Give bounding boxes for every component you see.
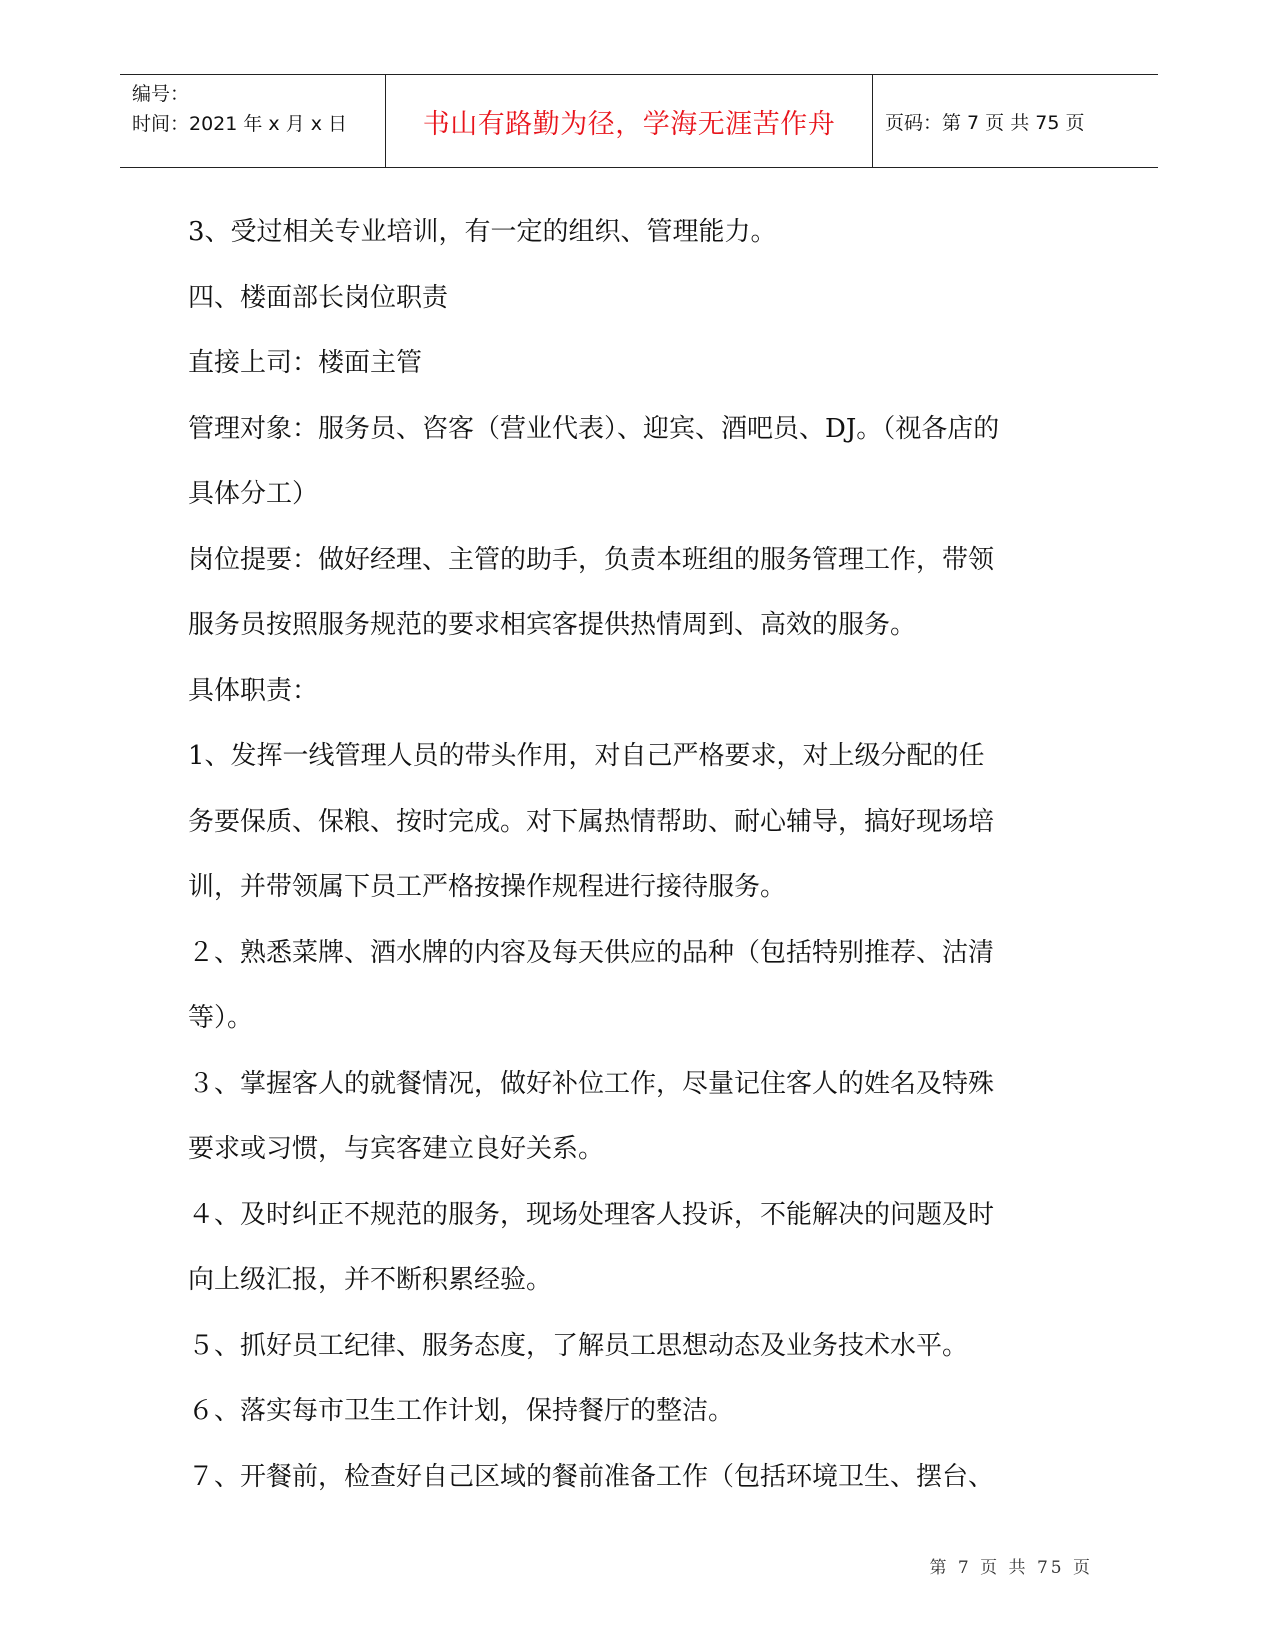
page-header [120, 74, 1158, 168]
body-line: 具体职责： [188, 675, 319, 706]
document-body [188, 200, 1118, 1510]
body-line: 1、发挥一线管理人员的带头作用，对自己严格要求，对上级分配的任 [188, 741, 985, 771]
body-line: 训，并带领属下员工严格按操作规程进行接待服务。 [188, 872, 787, 902]
body-line: ３、掌握客人的就餐情况，做好补位工作，尽量记住客人的姓名及特殊 [188, 1068, 995, 1099]
body-line: ５、抓好员工纪律、服务态度，了解员工思想动态及业务技术水平。 [188, 1330, 969, 1361]
body-line: ７、开餐前，检查好自己区域的餐前准备工作（包括环境卫生、摆台、 [188, 1461, 995, 1492]
page-footer [930, 1553, 1093, 1578]
header-motto-cell [386, 75, 873, 167]
footer-page-label: 第 7 页 共 75 页 [929, 1558, 1093, 1578]
body-line: 务要保质、保粮、按时完成。对下属热情帮助、耐心辅导，搞好现场培 [188, 806, 995, 837]
header-meta-cell [120, 75, 386, 167]
body-line: 要求或习惯，与宾客建立良好关系。 [188, 1134, 605, 1164]
body-line: 管理对象：服务员、咨客（营业代表）、迎宾、酒吧员、DJ。（视各店的 [188, 413, 1000, 444]
body-line: 岗位提要：做好经理、主管的助手，负责本班组的服务管理工作，带领 [188, 544, 995, 575]
body-line: 向上级汇报，并不断积累经验。 [188, 1265, 553, 1295]
body-line: 直接上司：楼面主管 [188, 348, 423, 378]
header-page-cell [873, 75, 1158, 167]
serial-label: 编号： [132, 83, 190, 105]
body-line: 服务员按照服务规范的要求相宾客提供热情周到、高效的服务。 [188, 610, 917, 640]
body-line: 3、受过相关专业培训，有一定的组织、管理能力。 [188, 217, 777, 247]
motto-text: 书山有路勤为径，学海无涯苦作舟 [422, 108, 836, 140]
body-line: ６、落实每市卫生工作计划，保持餐厅的整洁。 [188, 1396, 735, 1426]
body-line: 等）。 [188, 1003, 254, 1033]
page-info: 页码：第 7 页 共 75 页 [885, 111, 1085, 134]
section-heading: 四、楼面部长岗位职责 [188, 282, 449, 313]
body-line: 具体分工） [188, 479, 319, 509]
body-line: ４、及时纠正不规范的服务，现场处理客人投诉，不能解决的问题及时 [188, 1199, 995, 1230]
body-line: ２、熟悉菜牌、酒水牌的内容及每天供应的品种（包括特别推荐、沽清 [188, 937, 995, 968]
date-label: 时间：2021 年 x 月 x 日 [132, 113, 348, 135]
